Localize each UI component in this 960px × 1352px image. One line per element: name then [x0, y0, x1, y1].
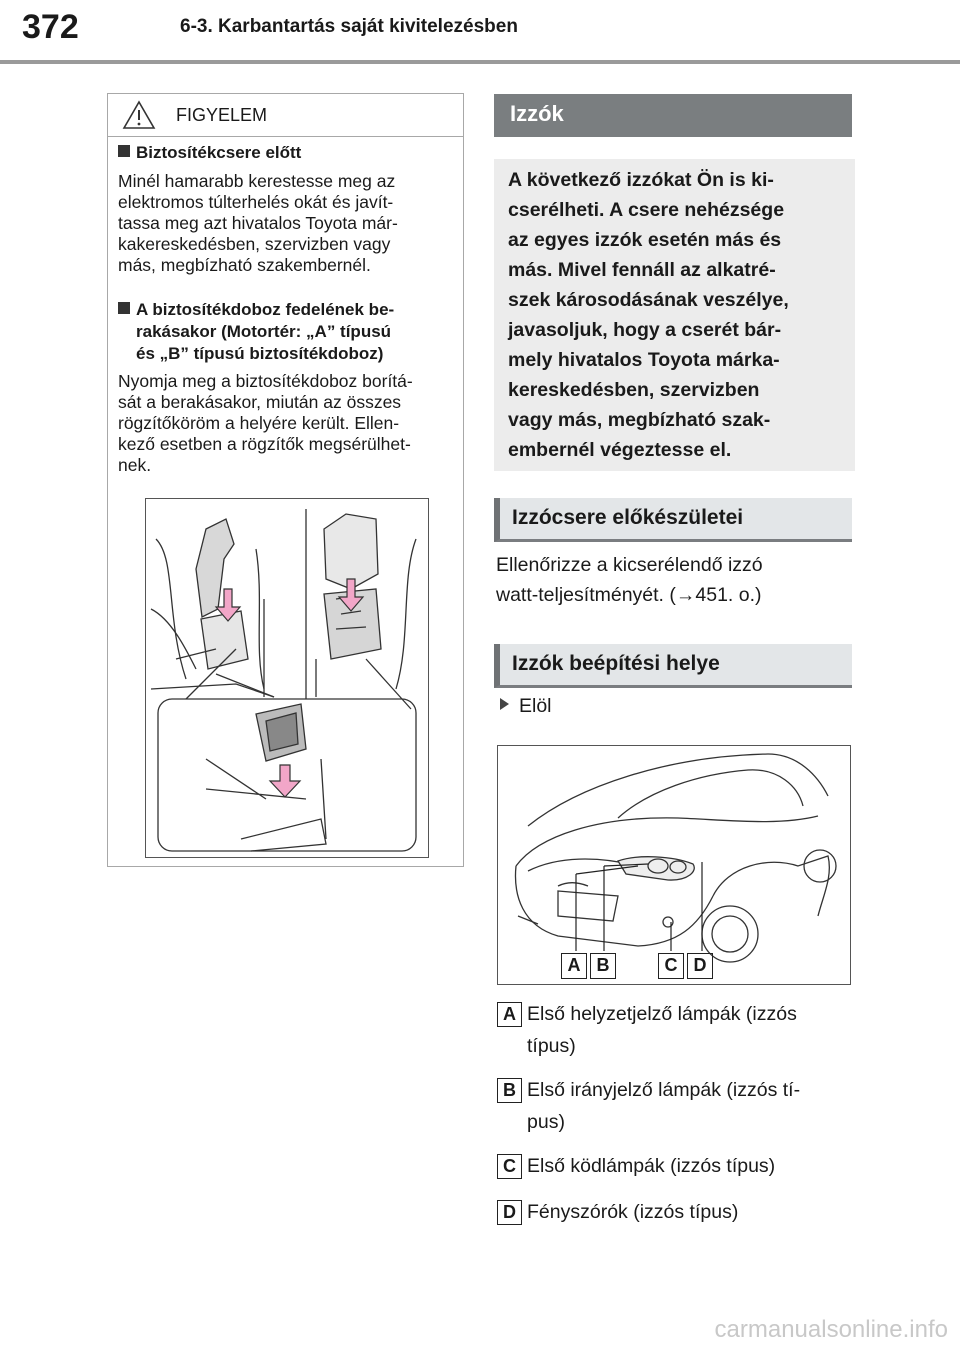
- diagram-label-c: C: [658, 953, 684, 979]
- warning-text-2: Nyomja meg a biztosítékdoboz borítá- sát a berakásakor, miután az összes rögzítőköröm a helyére került. Ellen- kező esetben a rögzítők megsérülhet- nek.: [118, 371, 413, 475]
- item-text-c: Első ködlámpák (izzós típus): [527, 1155, 776, 1177]
- item-label-a: A: [497, 1002, 522, 1027]
- warning-subtitle-1: Biztosítékcsere előtt: [118, 142, 301, 164]
- item-text-b: Első irányjelző lámpák (izzós tí- pus): [527, 1079, 801, 1133]
- front-bullet: Elöl: [500, 695, 552, 718]
- diagram-label-a: A: [561, 953, 587, 979]
- item-text-d: Fényszórók (izzós típus): [527, 1201, 739, 1223]
- warning-label: FIGYELEM: [176, 105, 268, 125]
- fuse-box-illustration: [145, 498, 429, 858]
- diagram-label-d: D: [687, 953, 713, 979]
- warning-subtitle-2: A biztosítékdoboz fedelének be- rakásakor (Motortér: „A” típusú és „B” típusú biztosítékdoboz): [118, 299, 394, 365]
- car-front-illustration: [497, 745, 851, 985]
- item-label-d: D: [497, 1200, 522, 1225]
- page-number: 372: [22, 8, 79, 46]
- triangle-bullet-icon: [500, 698, 509, 710]
- bulbs-intro: A következő izzókat Ön is ki- cserélheti. A csere nehézsége az egyes izzók esetén más és más. Mivel fennáll az alkatré- szek károsodásának veszélye, javasoljuk, hogy a cserét bár- mely hivatalos Toyota márka- kereskedésben, szervizben vagy más, megbízható szak- embernél végeztesse el.: [494, 159, 855, 471]
- location-title: Izzók beépítési helye: [494, 644, 852, 688]
- warning-text-1: Minél hamarabb kerestesse meg az elektromos túlterhelés okát és javít- tassa meg azt hivatalos Toyota már- kakereskedésben, szervizben vagy más, megbízható szakembernél.: [118, 171, 398, 275]
- header-rule: [0, 60, 960, 64]
- item-label-b: B: [497, 1078, 522, 1103]
- item-text-a: Első helyzetjelző lámpák (izzós típus): [527, 1003, 797, 1057]
- section-title: 6-3. Karbantartás saját kivitelezésben: [180, 16, 518, 37]
- diagram-label-b: B: [590, 953, 616, 979]
- warning-header: [108, 94, 463, 137]
- prep-text: Ellenőrizze a kicserélendő izzó watt-teljesítményét. (→451. o.): [496, 554, 763, 606]
- warning-box: [107, 93, 464, 867]
- square-bullet-icon: [118, 145, 130, 157]
- prep-title: Izzócsere előkészületei: [494, 498, 852, 542]
- square-bullet-icon: [118, 302, 130, 314]
- bulbs-title: Izzók: [494, 94, 852, 137]
- item-label-c: C: [497, 1154, 522, 1179]
- warning-triangle-icon: [122, 100, 156, 130]
- watermark: carmanualsonline.info: [714, 1316, 948, 1343]
